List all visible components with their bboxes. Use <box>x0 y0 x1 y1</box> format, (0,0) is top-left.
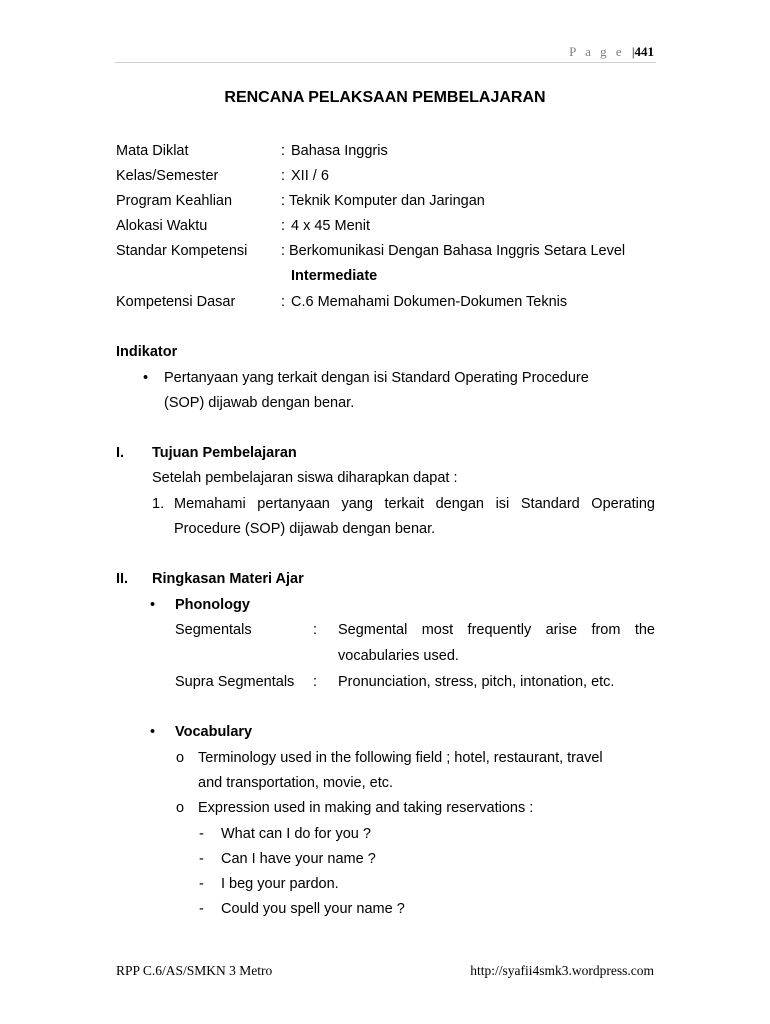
supra-segmentals-colon: : <box>313 674 318 690</box>
vocabulary-item1-line1: Terminology used in the following field ; hotel, restaurant, travel <box>198 750 603 766</box>
tujuan-item-line2: Procedure (SOP) dijawab dengan benar. <box>174 521 436 537</box>
info-label-standar: Standar Kompetensi <box>116 243 248 259</box>
info-value-mata-diklat: Bahasa Inggris <box>291 143 388 159</box>
info-label-kompetensi: Kompetensi Dasar <box>116 294 236 310</box>
info-label-mata-diklat: Mata Diklat <box>116 143 189 159</box>
phonology-heading: Phonology <box>175 597 250 613</box>
page-header <box>569 44 654 60</box>
section-numeral: I. <box>116 445 125 461</box>
info-label-alokasi: Alokasi Waktu <box>116 218 208 234</box>
info-value-standar-cont: Intermediate <box>291 268 378 284</box>
expression-item: Could you spell your name ? <box>221 901 405 917</box>
section-heading-ringkasan: Ringkasan Materi Ajar <box>152 571 304 587</box>
dash-bullet-icon: - <box>199 826 204 842</box>
circle-bullet-icon: o <box>176 800 185 816</box>
info-colon: : <box>281 168 286 184</box>
bullet-icon: • <box>143 370 149 386</box>
page-separator: | <box>631 44 635 59</box>
footer-url: http://syafii4smk3.wordpress.com <box>470 963 654 978</box>
info-value-standar: Berkomunikasi Dengan Bahasa Inggris Setara Level <box>289 243 626 259</box>
info-colon: : <box>281 294 286 310</box>
dash-bullet-icon: - <box>199 901 204 917</box>
page-number: 441 <box>634 44 654 59</box>
indikator-line2: (SOP) dijawab dengan benar. <box>164 395 355 411</box>
info-value-alokasi: 4 x 45 Menit <box>291 218 370 234</box>
info-label-kelas: Kelas/Semester <box>116 168 219 184</box>
tujuan-item-line1: Memahami pertanyaan yang terkait dengan isi Standard Operating <box>174 496 655 512</box>
dash-bullet-icon: - <box>199 851 204 867</box>
page-label: P a g e <box>569 44 625 59</box>
expression-item: I beg your pardon. <box>221 876 339 892</box>
supra-segmentals-value: Pronunciation, stress, pitch, intonation, etc. <box>338 674 615 690</box>
circle-bullet-icon: o <box>176 750 185 766</box>
info-value-kompetensi: C.6 Memahami Dokumen-Dokumen Teknis <box>291 294 568 310</box>
vocabulary-heading: Vocabulary <box>175 724 253 740</box>
info-value-kelas: XII / 6 <box>291 168 329 184</box>
segmentals-label: Segmentals <box>175 622 252 638</box>
info-colon: : <box>281 218 286 234</box>
tujuan-item-number: 1. <box>152 496 165 512</box>
tujuan-intro: Setelah pembelajaran siswa diharapkan dapat : <box>152 470 458 486</box>
expression-item: Can I have your name ? <box>221 851 376 867</box>
info-colon: : <box>281 143 286 159</box>
indikator-line1: Pertanyaan yang terkait dengan isi Standard Operating Procedure <box>164 370 589 386</box>
supra-segmentals-label: Supra Segmentals <box>175 674 295 690</box>
vocabulary-item2: Expression used in making and taking reservations : <box>198 800 534 816</box>
segmentals-line1: Segmental most frequently arise from the <box>338 622 655 638</box>
section-heading-tujuan: Tujuan Pembelajaran <box>152 445 297 461</box>
segmentals-line2: vocabularies used. <box>338 648 459 664</box>
info-label-program: Program Keahlian <box>116 193 233 209</box>
expression-item: What can I do for you ? <box>221 826 371 842</box>
info-colon: : <box>281 193 286 209</box>
segmentals-colon: : <box>313 622 318 638</box>
bullet-icon: • <box>150 724 156 740</box>
bullet-icon: • <box>150 597 156 613</box>
document-title: RENCANA PELAKSAAN PEMBELAJARAN <box>224 89 546 106</box>
vocabulary-item1-line2: and transportation, movie, etc. <box>198 775 394 791</box>
info-colon: : <box>281 243 286 259</box>
header-rule <box>115 62 656 63</box>
indikator-heading: Indikator <box>116 344 178 360</box>
footer-left: RPP C.6/AS/SMKN 3 Metro <box>116 963 273 978</box>
dash-bullet-icon: - <box>199 876 204 892</box>
section-numeral: II. <box>116 571 129 587</box>
info-value-program: Teknik Komputer dan Jaringan <box>289 193 485 209</box>
